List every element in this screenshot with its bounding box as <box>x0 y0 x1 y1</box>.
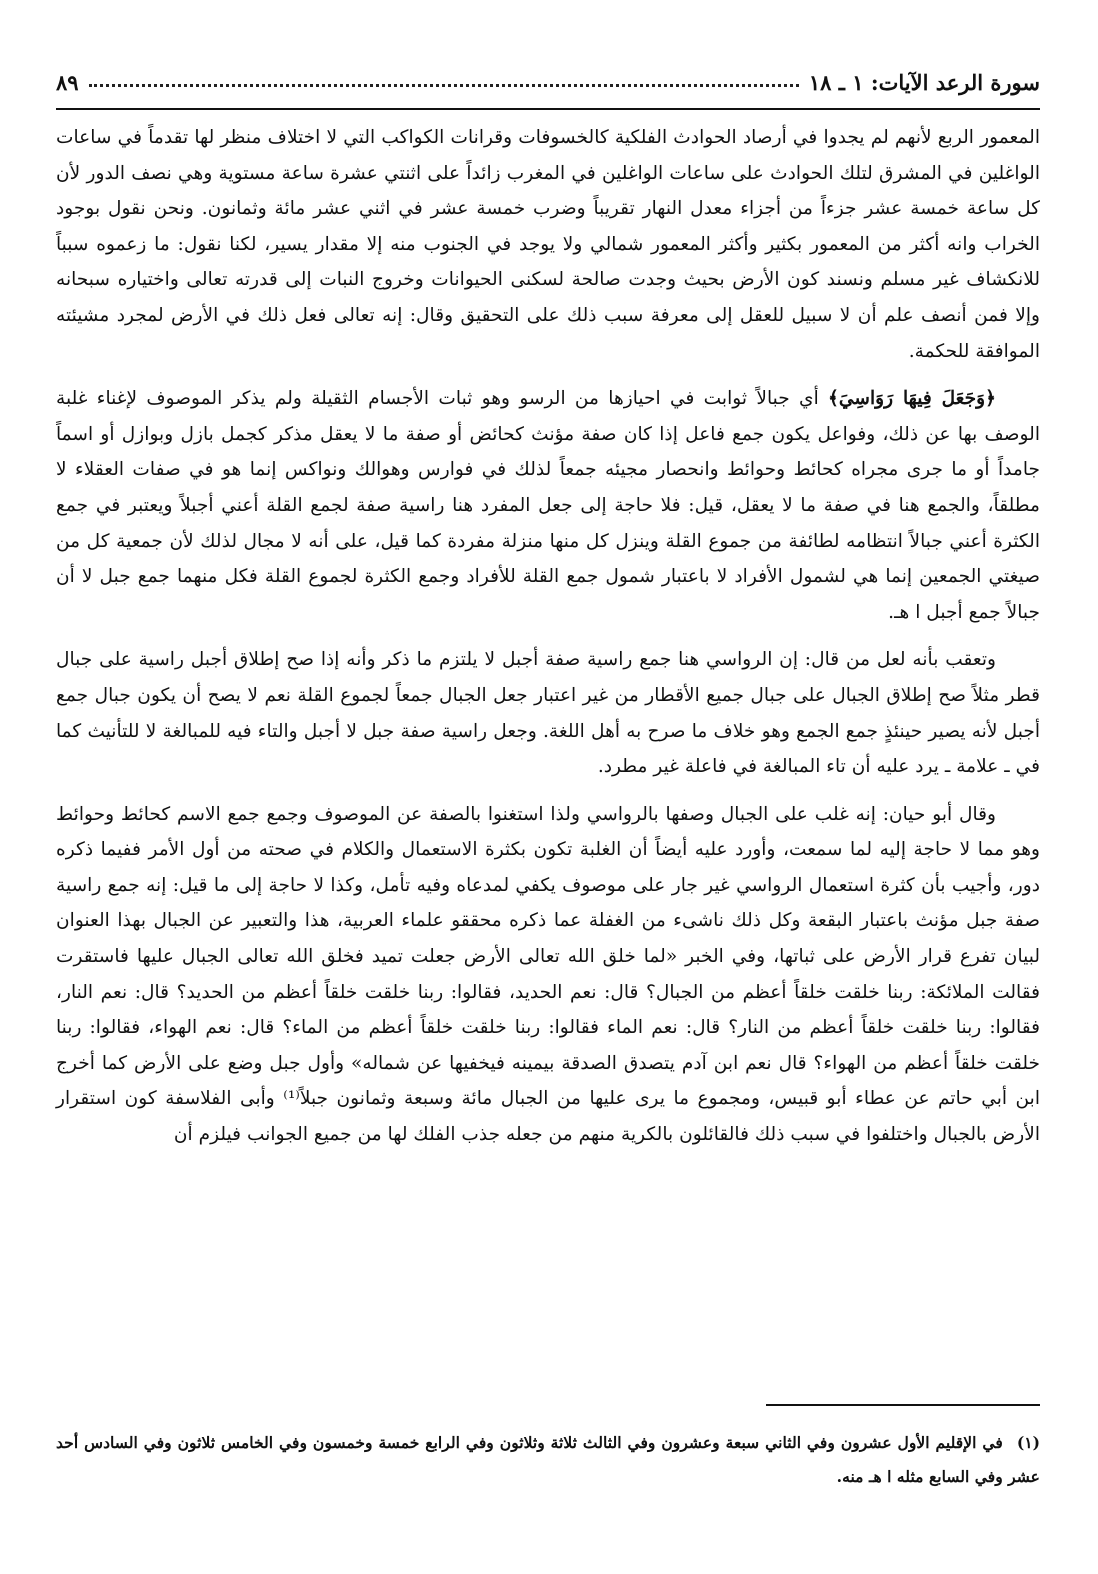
paragraph-text: وقال أبو حيان: إنه غلب على الجبال وصفها بالرواسي ولذا استغنوا بالصفة عن الموصوف وجمع جمع الاسم كحائط وحوائط وهو مما لا حاجة إليه لما سمعت، وأورد عليه أيضاً أن الغلبة تكون بكثرة الاستعمال والكلام في صحته من أول الأمر ففيما ذكره دور، وأجيب بأن كثرة استعمال الرواسي غير جار على موصوف يكفي لمدعاه وفيه تأمل، وكذا لا حاجة إلى ما قيل: إنه جمع راسية صفة جبل مؤنث باعتبار البقعة وكل ذلك ناشىء من الغفلة عما ذكره محققو علماء العربية، هذا والتعبير عن الجبال بهذا العنوان لبيان تفرع قرار الأرض على ثباتها، وفي الخبر «لما خلق الله تعالى الأرض جعلت تميد فخلق الله تعالى الجبال عليها فاستقرت فقالت الملائكة: ربنا خلقت خلقاً أعظم من الجبال؟ قال: نعم الحديد، فقالوا: ربنا خلقت خلقاً أعظم من الحديد؟ قال: نعم النار، فقالوا: ربنا خلقت خلقاً أعظم من النار؟ قال: نعم الماء فقالوا: ربنا خلقت خلقاً أعظم من الماء؟ قال: نعم الهواء، فقالوا: ربنا خلقت خلقاً أعظم من الهواء؟ قال نعم ابن آدم يتصدق الصدقة بيمينه فيخفيها عن شماله» وأول جبل وضع على الأرض كما أخرج ابن أبي حاتم عن عطاء أبو قبيس، ومجموع ما يرى عليها من الجبال مائة وسبعة وثمانون جبلاً⁽¹⁾ وأبى الفلاسفة كون استقرار الأرض بالجبال واختلفوا في سبب ذلك فالقائلون بالكرية منهم من جعله جذب الفلك لها من جميع الجوانب فيلزم أن <box>56 803 1041 1146</box>
main-text <box>56 120 1040 1153</box>
footnote <box>56 1426 1040 1494</box>
paragraph-text: وتعقب بأنه لعل من قال: إن الرواسي هنا جمع راسية صفة أجبل لا يلتزم ما ذكر وأنه إذا صح إطلاق أجبل راسية على جبال قطر مثلاً صح إطلاق الجبال على جبال جميع الأقطار من غير اعتبار جعل الجبال جمعاً لجموع القلة نعم لا يصح أن يكون جبال جمع أجبل لأنه يصير حينئذٍ جمع الجمع وهو خلاف ما صرح به أهل اللغة. وجعل راسية صفة جبل لا أجبل والتاء فيه للمبالغة لا للتأنيث كما في ـ علامة ـ يرد عليه أن تاء المبالغة في فاعلة غير مطرد. <box>56 649 1040 778</box>
footnote-rule <box>766 1404 1040 1406</box>
paragraph-3 <box>56 642 1040 784</box>
footnote-number: (١) <box>1016 1433 1040 1452</box>
dotted-leader <box>89 74 799 87</box>
page-number: ٨٩ <box>56 69 79 95</box>
running-header <box>56 62 1040 102</box>
paragraph-4 <box>56 797 1040 1153</box>
paragraph-1 <box>56 120 1040 369</box>
quran-verse: ﴿وَجَعَلَ فِيهَا رَوَاسِيَ﴾ <box>828 388 996 410</box>
paragraph-2 <box>56 381 1040 630</box>
header-rule <box>56 108 1040 110</box>
paragraph-text: المعمور الربع لأنهم لم يجدوا في أرصاد الحوادث الفلكية كالخسوفات وقرانات الكواكب التي لا اختلاف منظر لها تقدماً في ساعات الواغلين في المشرق لتلك الحوادث على ساعات الواغلين في المغرب زائداً على اثنتي عشرة ساعة مستوية وهي نصف الدور لأن كل ساعة خمسة عشر جزءاً من أجزاء معدل النهار تقريباً وضرب خمسة عشر في اثني عشر مائة وثمانون. ونحن نقول بوجود الخراب وانه أكثر من المعمور بكثير وأكثر المعمور شمالي ولا يوجد في الجنوب منه إلا مقدار يسير، لكنا نقول: ما زعموه سبباً للانكشاف غير مسلم ونسند كون الأرض بحيث وجدت صالحة لسكنى الحيوانات وخروج النبات إلى قدرته تعالى واختياره سبحانه وإلا فمن أنصف علم أن لا سبيل للعقل إلى معرفة سبب ذلك على التحقيق وقال: إنه تعالى فعل ذلك في الأرض لمجرد مشيئته الموافقة للحكمة. <box>56 127 1040 362</box>
paragraph-text: أي جبالاً ثوابت في احيازها من الرسو وهو ثبات الأجسام الثقيلة ولم يذكر الموصوف لإغناء غلبة الوصف بها عن ذلك، وفواعل يكون جمع فاعل إذا كان صفة مؤنث كحائض أو صفة ما لا يعقل مذكر كجمل بازل وبوازل أو اسماً جامداً أو ما جرى مجراه كحائط وحوائط وانحصار مجيئه جمعاً لذلك في فوارس وهوالك ونواكس إنما هو في صفات العقلاء لا مطلقاً، والجمع هنا في صفة ما لا يعقل، قيل: فلا حاجة إلى جعل المفرد هنا راسية صفة لجمع القلة أعني أجبلاً ويعتبر في جمع الكثرة أعني جبالاً انتظامه لطائفة من جموع القلة وينزل كل منها منزلة مفردة كما قيل، على أنه لا مجال لذلك لأن جمعية كل من صيغتي الجمعين إنما هي لشمول الأفراد لا باعتبار شمول جمع القلة للأفراد وجمع الكثرة لجموع القلة فكل منهما جمع جبل لا أن جبالاً جمع أجبل ا هـ. <box>56 388 1040 623</box>
footnote-text: في الإقليم الأول عشرون وفي الثاني سبعة وعشرون وفي الثالث ثلاثة وثلاثون وفي الرابع خمسة وخمسون وفي الخامس ثلاثون وفي السادس أحد عشر وفي السابع مثله ا هـ منه. <box>56 1433 1040 1486</box>
running-title: سورة الرعد الآيات: ١ ـ ١٨ <box>808 69 1040 95</box>
